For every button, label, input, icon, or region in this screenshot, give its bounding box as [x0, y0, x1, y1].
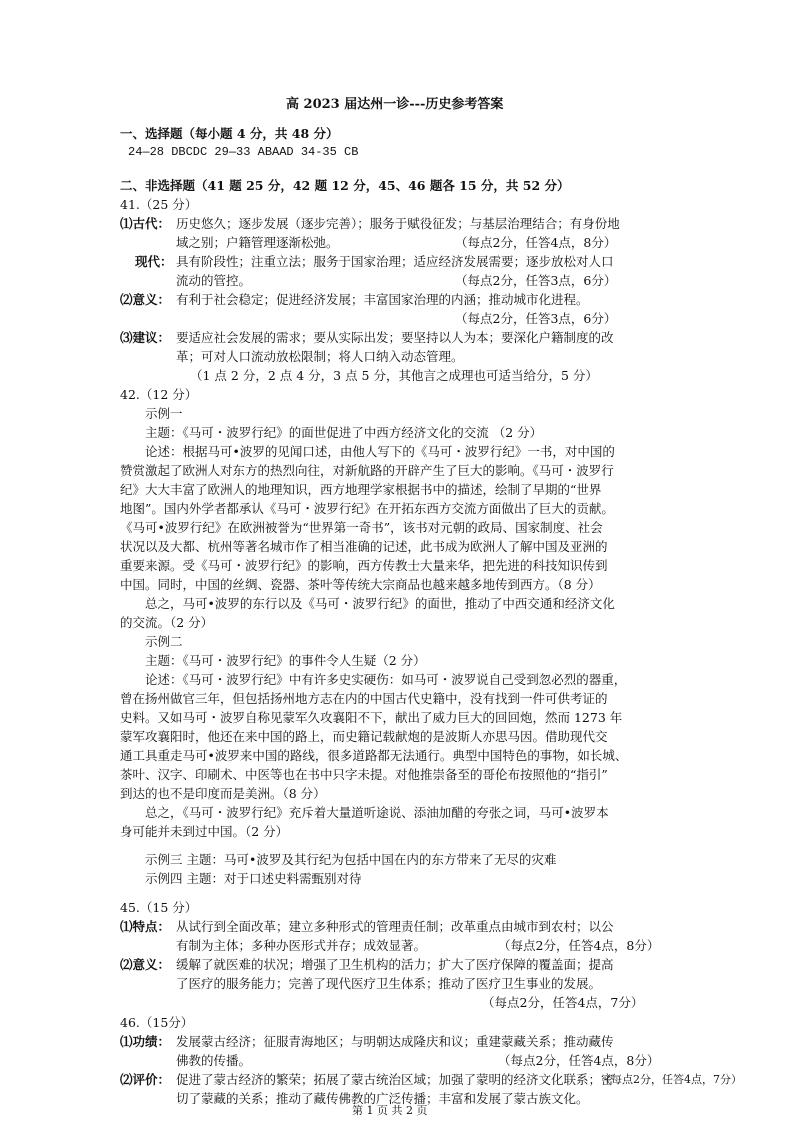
- q41-part1b-line: 流动的管控。: [176, 273, 252, 288]
- section-heading-choice: 一、选择题（每小题 4 分，共 48 分）: [120, 126, 339, 141]
- q41-part1-label: ⑴古代：: [120, 216, 171, 231]
- q45-heading: 45.（15 分）: [120, 900, 198, 915]
- q42-example2-arg: 论述：《马可・波罗行纪》中有许多史实硬伤：如马可・波罗说自己受到忽必烈的器重，: [145, 672, 627, 687]
- q41-part3-score: （1 点 2 分，2 点 4 分，3 点 5 分，其他言之成理也可适当给分，5 分）: [190, 368, 598, 383]
- q41-part1b-label: 现代：: [135, 254, 173, 269]
- q46-part1-line: 发展蒙古经济；征服青海地区；与明朝达成隆庆和议；重建蒙藏关系；推动藏传: [176, 1034, 614, 1049]
- q45-part2-label: ⑵意义：: [120, 957, 171, 972]
- q45-part1-line: 有制为主体；多种办医形式并存；成效显著。: [176, 938, 427, 953]
- q42-example2-summary: 身可能并未到过中国。（2 分）: [120, 824, 289, 839]
- q41-heading: 41.（25 分）: [120, 197, 198, 212]
- q41-part3-line: 要适应社会发展的需求；要从实际出发；要坚持以人为本；要深化户籍制度的改: [176, 330, 614, 345]
- q46-part2-line: 切了蒙藏的关系；推动了藏传佛教的广泛传播；丰富和发展了蒙古族文化。: [176, 1091, 589, 1106]
- q41-part2-score: （每点2分，任答3点，6分）: [455, 311, 617, 326]
- q46-part1-line: 佛教的传播。: [176, 1053, 252, 1068]
- q46-part2-line: 促进了蒙古经济的繁荣；拓展了蒙古统治区域；加强了蒙明的经济文化联系；密: [176, 1072, 614, 1087]
- q46-part2-label: ⑵评价：: [120, 1072, 171, 1087]
- q41-part2-line: 有利于社会稳定；促进经济发展；丰富国家治理的内涵；推动城市化进程。: [176, 292, 589, 307]
- q41-part2-label: ⑵意义：: [120, 292, 171, 307]
- q42-example2-summary: 总之，《马可・波罗行纪》充斥着大量道听途说、添油加醋的夸张之词，马可•波罗本: [145, 805, 609, 820]
- q46-part2-score: （每点2分，任答4点，7分）: [600, 1073, 742, 1086]
- q42-example1-arg: 纪》大大丰富了欧洲人的地理知识，西方地理学家根据书中的描述，绘制了早期的“世界: [120, 482, 602, 497]
- q41-part3-line: 革；可对人口流动放松限制；将人口纳入动态管理。: [176, 349, 464, 364]
- q42-example4: 示例四 主题：对于口述史料需甄别对待: [145, 871, 362, 886]
- q42-example1-arg: 论述：根据马可•波罗的见闻口述，由他人写下的《马可・波罗行纪》一书，对中国的: [145, 444, 615, 459]
- q42-example2-title: 示例二: [145, 634, 183, 649]
- q42-example2-arg: 到达的也不是印度而是美洲。（8 分）: [120, 786, 326, 801]
- q45-part2-score: （每点2分，任答4点，7分）: [482, 995, 644, 1010]
- q46-part1-label: ⑴功绩：: [120, 1034, 171, 1049]
- section-heading-nonchoice: 二、非选择题（41 题 25 分，42 题 12 分，45、46 题各 15 分，共 52 分）: [120, 178, 570, 193]
- q41-part1-score: （每点2分，任答4点，8分）: [455, 235, 617, 250]
- q41-part3-label: ⑶建议：: [120, 330, 171, 345]
- q42-example2-arg: 曾在扬州做官三年，但包括扬州地方志在内的中国古代史籍中，没有找到一件可供考证的: [120, 691, 608, 706]
- q42-example1-arg: 地图”。国内外学者都承认《马可・波罗行纪》在开拓东西方交流方面做出了巨大的贡献。: [120, 501, 614, 516]
- q42-example2-theme: 主题：《马可・波罗行纪》的事件令人生疑（2 分）: [145, 653, 426, 668]
- q42-heading: 42.（12 分）: [120, 387, 198, 402]
- q42-example1-arg: 赞赏激起了欧洲人对东方的热烈向往，对新航路的开辟产生了巨大的影响。《马可・波罗行: [120, 463, 614, 478]
- q42-example1-title: 示例一: [145, 406, 183, 421]
- page-footer: 第 1 页 共 2 页: [352, 1104, 428, 1117]
- q41-part1-line: 域之别；户籍管理逐渐松弛。: [176, 235, 339, 250]
- q42-example2-arg: 通工具重走马可•波罗来中国的路线，很多道路都无法通行。典型中国特色的事物，如长城、: [120, 748, 628, 763]
- q45-part1-label: ⑴特点：: [120, 919, 171, 934]
- q45-part2-line: 缓解了就医难的状况；增强了卫生机构的活力；扩大了医疗保障的覆盖面；提高: [176, 957, 614, 972]
- q42-example1-summary: 的交流。（2 分）: [120, 615, 214, 630]
- q41-part1b-line: 具有阶段性；注重立法；服务于国家治理；适应经济发展需要；逐步放松对人口: [176, 254, 614, 269]
- q46-part1-score: （每点2分，任答4点，8分）: [498, 1053, 660, 1068]
- q42-example2-arg: 蒙军攻襄阳时，他还在来中国的路上，而史籍记载献炮的是波斯人亦思马因。借助现代交: [120, 729, 608, 744]
- q45-part2-line: 了医疗的服务能力；完善了现代医疗卫生体系；推动了医疗卫生事业的发展。: [176, 976, 602, 991]
- q42-example1-arg: 状况以及大都、杭州等著名城市作了相当准确的记述，此书成为欧洲人了解中国及亚洲的: [120, 539, 608, 554]
- q45-part1-score: （每点2分，任答4点，8分）: [498, 938, 660, 953]
- q42-example1-theme: 主题：《马可・波罗行纪》的面世促进了中西方经济文化的交流 （2 分）: [145, 425, 543, 440]
- page-title: 高 2023 届达州一诊---历史参考答案: [286, 97, 504, 112]
- q42-example3: 示例三 主题：马可•波罗及其行纪为包括中国在内的东方带来了无尽的灾难: [145, 852, 557, 867]
- choice-answers: 24—28 DBCDC 29—33 ABAAD 34-35 CB: [128, 145, 359, 159]
- q42-example1-arg: 《马可•波罗行纪》在欧洲被誉为“世界第一奇书”，该书对元朝的政局、国家制度、社会: [120, 520, 603, 535]
- q42-example1-arg: 重要来源。受《马可・波罗行纪》的影响，西方传教士大量来华，把先进的科技知识传到: [120, 558, 608, 573]
- q42-example1-arg: 中国。同时，中国的丝绸、瓷器、茶叶等传统大宗商品也越来越多地传到西方。（8 分）: [120, 577, 601, 592]
- q46-heading: 46.（15分）: [120, 1015, 194, 1030]
- q41-part1-line: 历史悠久；逐步发展（逐步完善）；服务于赋役征发；与基层治理结合；有身份地: [176, 216, 620, 231]
- q41-part1b-score: （每点2分，任答3点，6分）: [455, 273, 617, 288]
- q45-part1-line: 从试行到全面改革；建立多种形式的管理责任制；改革重点由城市到农村；以公: [176, 919, 614, 934]
- q42-example1-summary: 总之，马可•波罗的东行以及《马可・波罗行纪》的面世，推动了中西交通和经济文化: [145, 596, 615, 611]
- q42-example2-arg: 茶叶、汉字、印刷术、中医等也在书中只字未提。对他推崇备至的哥伦布按照他的“指引”: [120, 767, 608, 782]
- q42-example2-arg: 史料。又如马可・波罗自称见蒙军久攻襄阳不下，献出了威力巨大的回回炮，然而 1273 年: [120, 710, 623, 725]
